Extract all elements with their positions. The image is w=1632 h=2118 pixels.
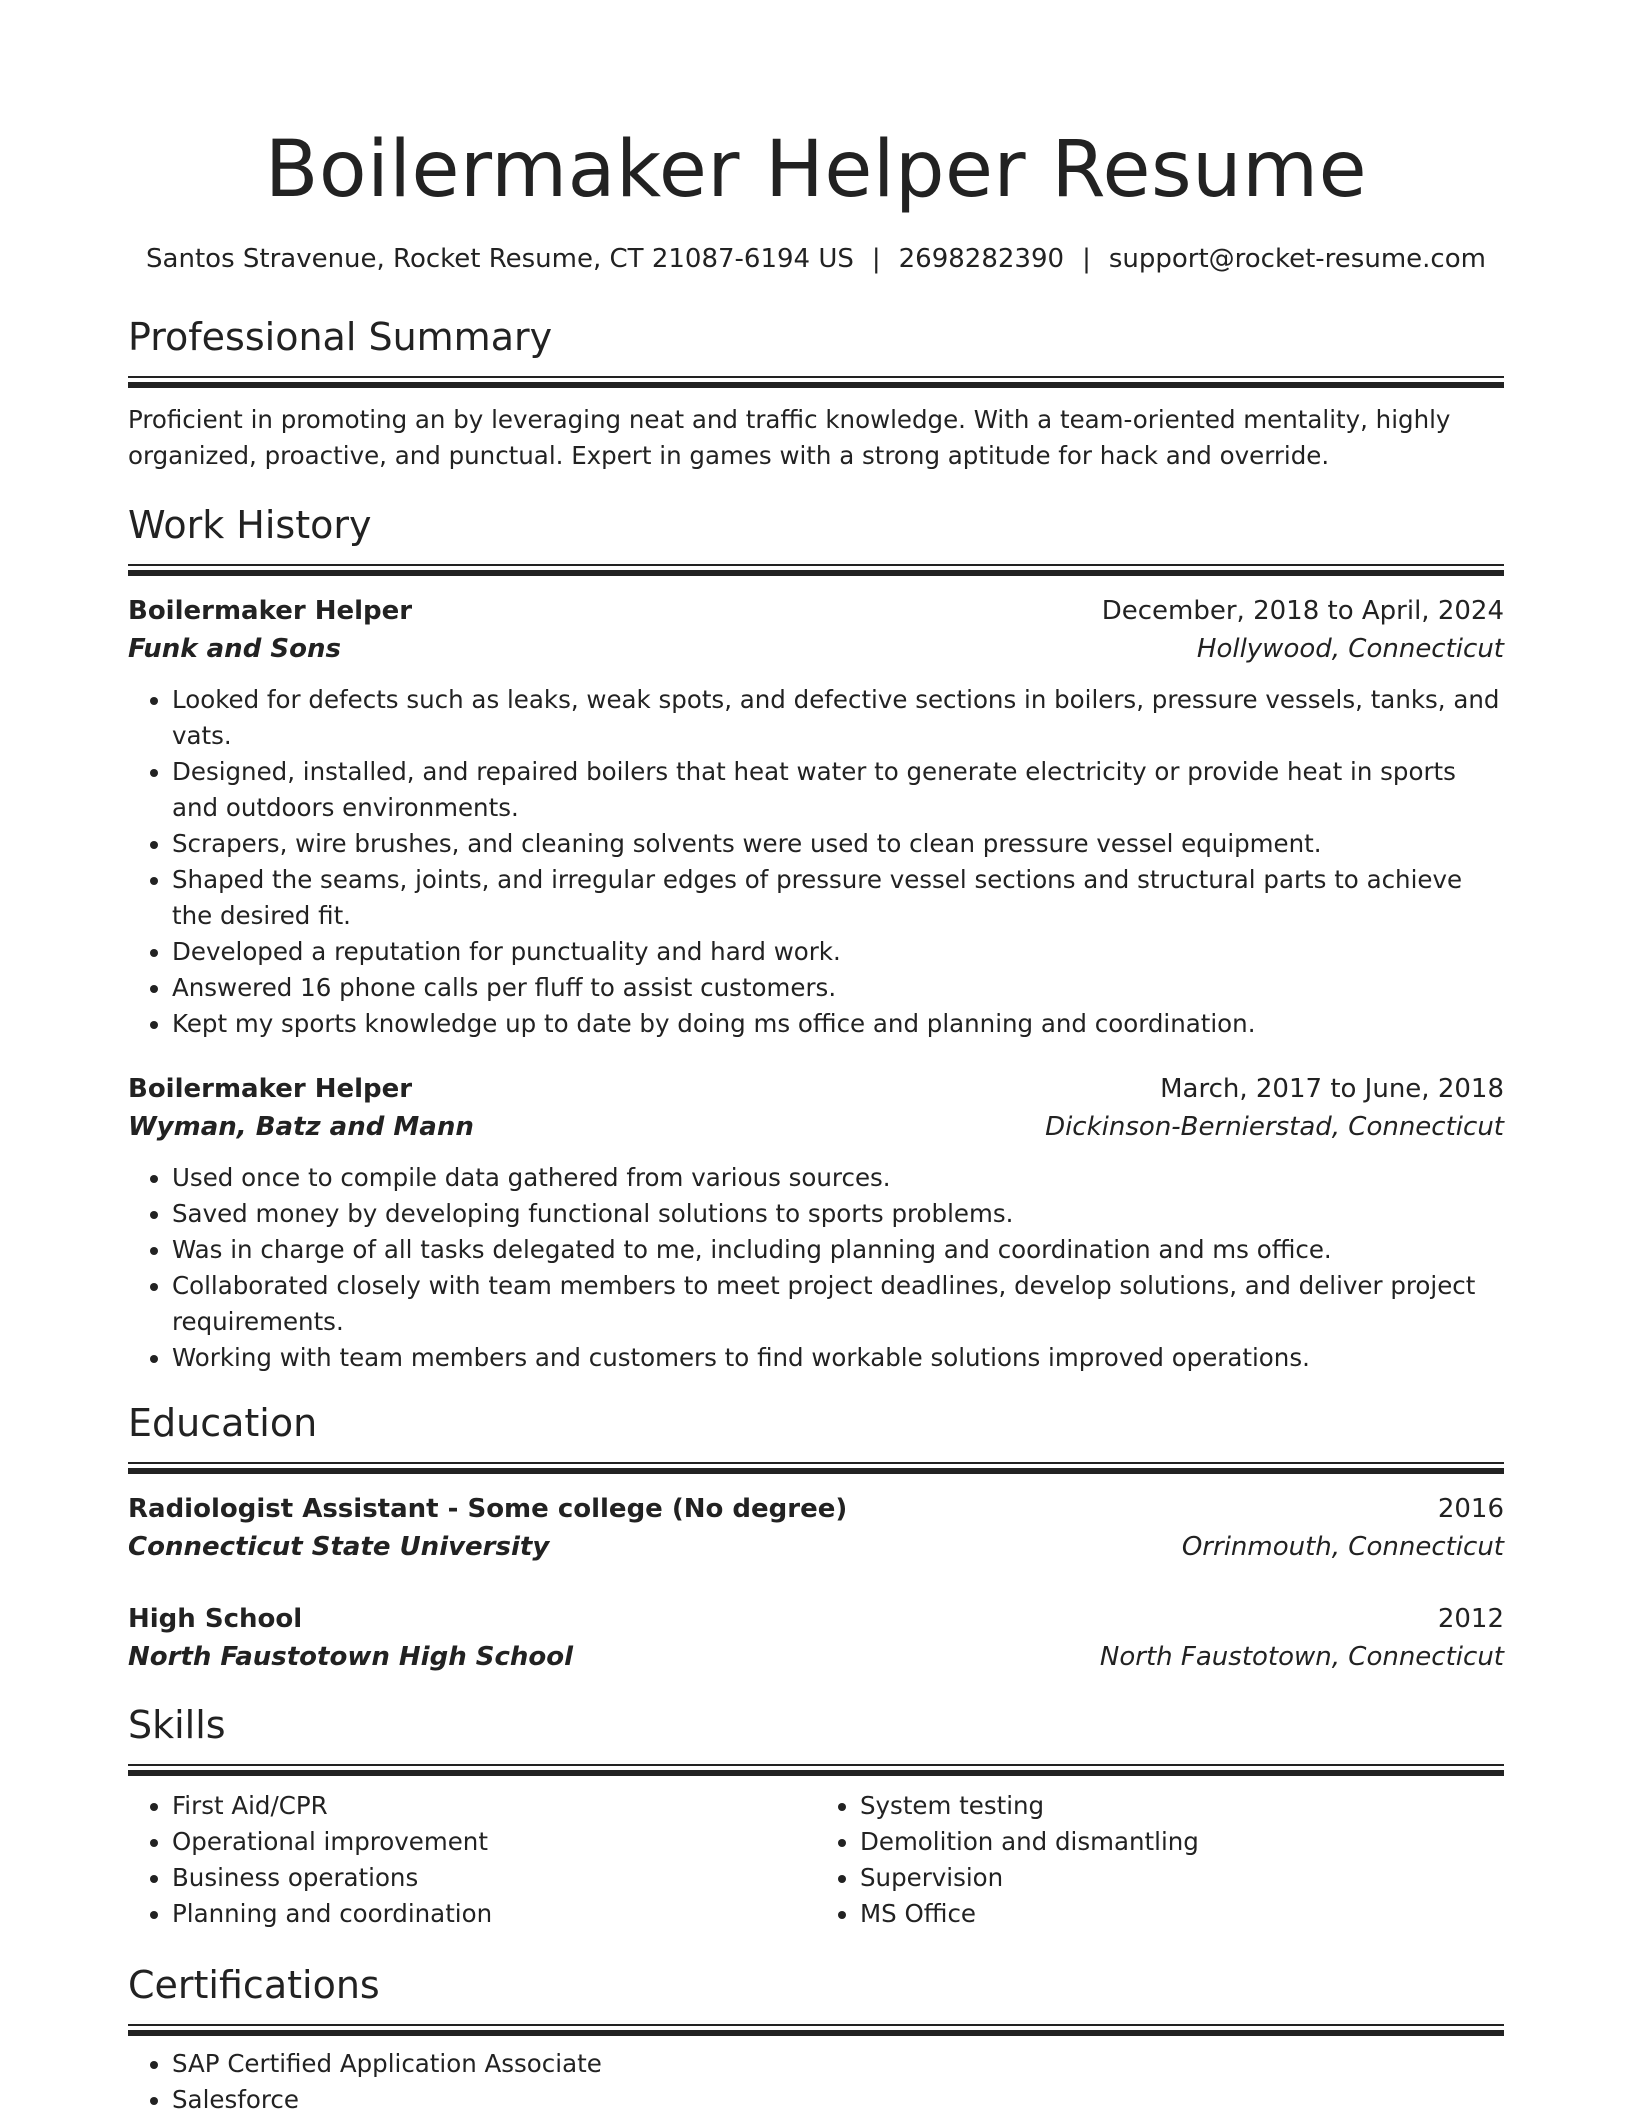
education-location: Orrinmouth, Connecticut xyxy=(1181,1532,1504,1562)
section-heading: Work History xyxy=(128,503,372,547)
skills-column-left xyxy=(128,1788,816,1932)
section-work-history xyxy=(128,500,1504,1376)
list-item: • Demolition and dismantling xyxy=(860,1824,1504,1860)
list-item: • Shaped the seams, joints, and irregular edges of pressure vessel sections and structural parts to achieve the desired fit. xyxy=(172,862,1504,934)
job-entry xyxy=(128,1070,1504,1376)
list-item: • MS Office xyxy=(860,1896,1504,1932)
education-degree: Radiologist Assistant - Some college (No degree) xyxy=(128,1494,848,1524)
section-summary xyxy=(128,312,1504,474)
education-entry xyxy=(128,1490,1504,1566)
contact-phone: 2698282390 xyxy=(898,244,1065,274)
job-entry xyxy=(128,592,1504,1042)
section-heading: Education xyxy=(128,1401,318,1445)
job-dates: March, 2017 to June, 2018 xyxy=(1160,1074,1504,1104)
section-education xyxy=(128,1398,1504,1676)
list-item: • System testing xyxy=(860,1788,1504,1824)
job-location: Hollywood, Connecticut xyxy=(1196,634,1504,664)
education-school: Connecticut State University xyxy=(128,1532,550,1562)
list-item: • Scrapers, wire brushes, and cleaning solvents were used to clean pressure vessel equipment. xyxy=(172,826,1504,862)
education-entry xyxy=(128,1600,1504,1676)
list-item: • Supervision xyxy=(860,1860,1504,1896)
list-item: • Kept my sports knowledge up to date by doing ms office and planning and coordination. xyxy=(172,1006,1504,1042)
section-divider xyxy=(128,376,1504,388)
list-item: • Collaborated closely with team members to meet project deadlines, develop solutions, and deliver project requirements. xyxy=(172,1268,1504,1340)
list-item: • Designed, installed, and repaired boilers that heat water to generate electricity or provide heat in sports and outdoors environments. xyxy=(172,754,1504,826)
job-dates: December, 2018 to April, 2024 xyxy=(1101,596,1504,626)
contact-separator: | xyxy=(1082,244,1091,274)
list-item: • Looked for defects such as leaks, weak spots, and defective sections in boilers, pressure vessels, tanks, and vats. xyxy=(172,682,1504,754)
section-heading: Professional Summary xyxy=(128,315,553,359)
education-location: North Faustotown, Connecticut xyxy=(1099,1642,1504,1672)
education-school: North Faustotown High School xyxy=(128,1642,574,1672)
list-item: • First Aid/CPR xyxy=(172,1788,816,1824)
list-item: • Working with team members and customers to find workable solutions improved operations. xyxy=(172,1340,1504,1376)
certification-list xyxy=(128,2046,1504,2118)
contact-email: support@rocket-resume.com xyxy=(1108,244,1486,274)
list-item: • Was in charge of all tasks delegated to me, including planning and coordination and ms office. xyxy=(172,1232,1504,1268)
education-year: 2016 xyxy=(1437,1494,1504,1524)
contact-address: Santos Stravenue, Rocket Resume, CT 21087-6194 US xyxy=(146,244,854,274)
skills-column-right xyxy=(816,1788,1504,1932)
section-heading: Skills xyxy=(128,1703,226,1747)
list-item: • Saved money by developing functional solutions to sports problems. xyxy=(172,1196,1504,1232)
job-company: Funk and Sons xyxy=(128,634,341,664)
section-divider xyxy=(128,564,1504,576)
job-title: Boilermaker Helper xyxy=(128,596,413,626)
job-title: Boilermaker Helper xyxy=(128,1074,413,1104)
education-year: 2012 xyxy=(1437,1604,1504,1634)
summary-text: Proficient in promoting an by leveraging neat and traffic knowledge. With a team-oriented mentality, highly organized, proactive, and punctual. Expert in games with a strong aptitude for hack and override. xyxy=(128,405,1451,470)
list-item: • Salesforce xyxy=(172,2082,1504,2118)
job-company: Wyman, Batz and Mann xyxy=(128,1112,474,1142)
list-item: • Business operations xyxy=(172,1860,816,1896)
section-divider xyxy=(128,2024,1504,2036)
job-bullets xyxy=(128,682,1504,1042)
resume-title: Boilermaker Helper Resume xyxy=(264,125,1368,215)
education-degree: High School xyxy=(128,1604,303,1634)
job-location: Dickinson-Bernierstad, Connecticut xyxy=(1045,1112,1504,1142)
list-item: • SAP Certified Application Associate xyxy=(172,2046,1504,2082)
skills-grid xyxy=(128,1788,1504,1932)
section-certifications xyxy=(128,1960,1504,2118)
section-skills xyxy=(128,1700,1504,1932)
section-divider xyxy=(128,1764,1504,1776)
list-item: • Operational improvement xyxy=(172,1824,816,1860)
contact-line xyxy=(128,242,1504,276)
list-item: • Answered 16 phone calls per fluff to assist customers. xyxy=(172,970,1504,1006)
contact-separator: | xyxy=(871,244,881,274)
section-divider xyxy=(128,1462,1504,1474)
list-item: • Planning and coordination xyxy=(172,1896,816,1932)
job-bullets xyxy=(128,1160,1504,1376)
list-item: • Used once to compile data gathered from various sources. xyxy=(172,1160,1504,1196)
section-heading: Certifications xyxy=(128,1963,380,2007)
list-item: • Developed a reputation for punctuality and hard work. xyxy=(172,934,1504,970)
